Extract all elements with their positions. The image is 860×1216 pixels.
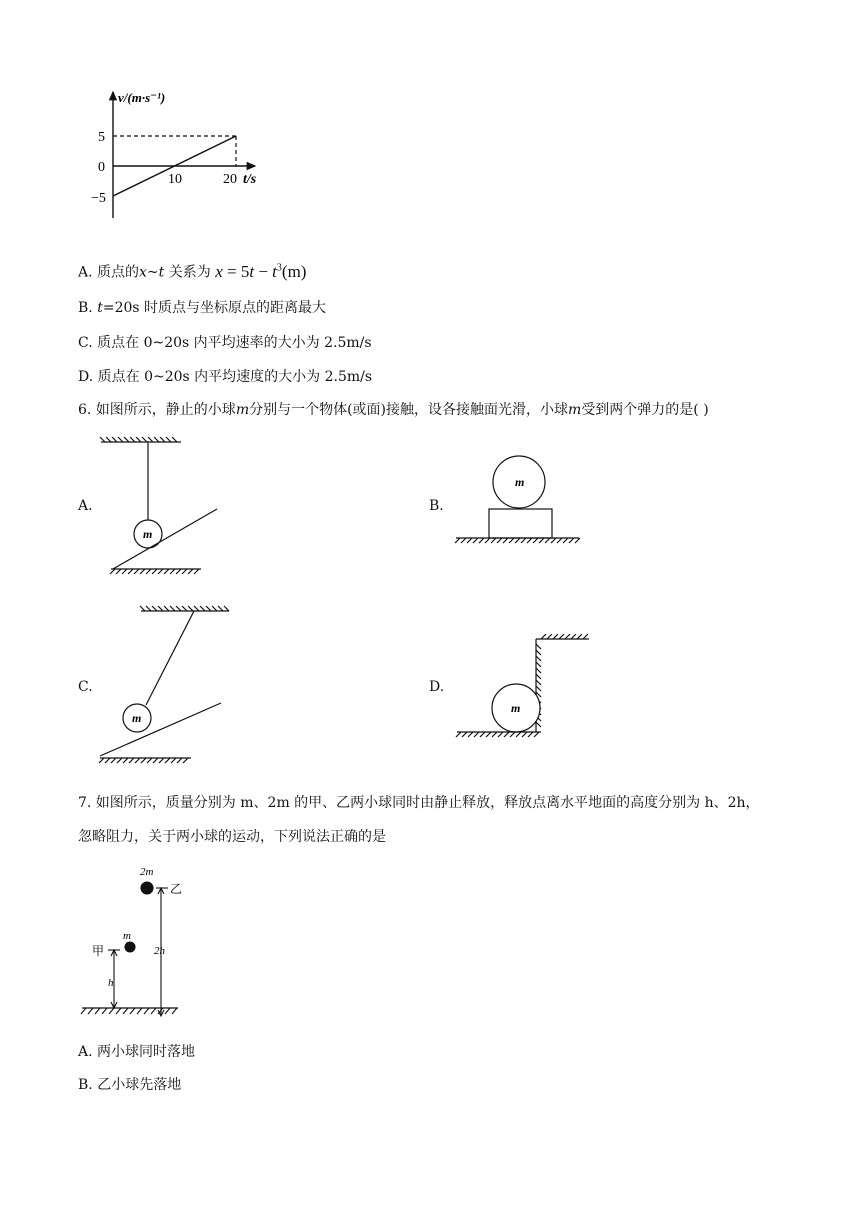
height-label-low: h	[108, 977, 114, 989]
var-x: x	[139, 264, 147, 281]
mass-label-low: m	[123, 930, 131, 942]
q5-option-c[interactable]	[78, 333, 372, 353]
var-t: t	[97, 300, 103, 316]
option-letter: B.	[78, 300, 93, 316]
ball-name-top: 乙	[170, 882, 183, 896]
q6-option-d-label[interactable]: D.	[429, 679, 445, 695]
q5-option-a[interactable]	[78, 258, 306, 283]
option-text: 质点在 0~20s 内平均速度的大小为 2.5m/s	[97, 369, 373, 385]
x-tick-20: 20	[223, 172, 237, 187]
option-letter: D.	[78, 369, 94, 385]
q7-stem-line1: 7. 如图所示，质量分别为 m、2m 的甲、乙两小球同时由静止释放，释放点离水平地面的高度分别为 h、2h，	[78, 795, 760, 811]
ball-label: m	[132, 711, 142, 725]
option-a-formula: $x = 5t - t^3(m)$	[215, 261, 307, 281]
q6-figure-c	[95, 598, 235, 768]
y-tick-neg5: −5	[91, 191, 106, 206]
q6-figure-b	[452, 454, 587, 549]
option-text: 两小球同时落地	[97, 1044, 196, 1060]
q7-stem-line2: 忽略阻力，关于两小球的运动，下列说法正确的是	[78, 829, 386, 845]
option-text-mid: 关系为	[168, 264, 211, 281]
q6-option-c-label[interactable]: C.	[78, 679, 93, 695]
y-tick-5: 5	[98, 130, 105, 145]
q6-option-b-label[interactable]: B.	[429, 498, 444, 514]
q6-stem: 6. 如图所示，静止的小球m分别与一个物体(或面)接触，设各接触面光滑，小球m受到两个弹力的是( )	[78, 402, 709, 418]
q6-figure-d	[453, 634, 593, 744]
option-letter: C.	[78, 335, 93, 351]
mass-label-top: 2m	[140, 866, 154, 878]
option-letter: B.	[78, 1077, 93, 1093]
ball-label: m	[143, 527, 153, 541]
option-text: 质点在 0~20s 内平均速率的大小为 2.5m/s	[97, 335, 372, 351]
option-letter: A.	[78, 1044, 93, 1060]
q5-option-b[interactable]	[78, 298, 326, 318]
option-text: =20s 时质点与坐标原点的距离最大	[102, 300, 327, 316]
x-tick-10: 10	[168, 172, 182, 187]
height-label-top: 2h	[154, 945, 165, 957]
x-axis-label: t/s	[243, 172, 257, 187]
ball-label: m	[511, 701, 521, 715]
option-text-pre: 质点的	[97, 264, 140, 281]
y-axis-label: v/(m·s⁻¹)	[118, 90, 166, 105]
q6-figure-a	[95, 434, 225, 579]
ball-name-low: 甲	[92, 944, 105, 958]
var-t: t	[158, 264, 165, 281]
q7-figure	[78, 862, 188, 1024]
q6-option-a-label[interactable]: A.	[78, 498, 93, 514]
y-tick-0: 0	[98, 160, 105, 175]
q7-option-a[interactable]	[78, 1042, 195, 1062]
q5-option-d[interactable]	[78, 367, 372, 387]
tilde: ~	[146, 264, 159, 281]
velocity-time-graph	[80, 86, 280, 226]
option-letter: A.	[78, 264, 93, 281]
ball-label: m	[515, 475, 525, 489]
q7-option-b[interactable]	[78, 1075, 181, 1095]
option-text: 乙小球先落地	[97, 1077, 182, 1093]
